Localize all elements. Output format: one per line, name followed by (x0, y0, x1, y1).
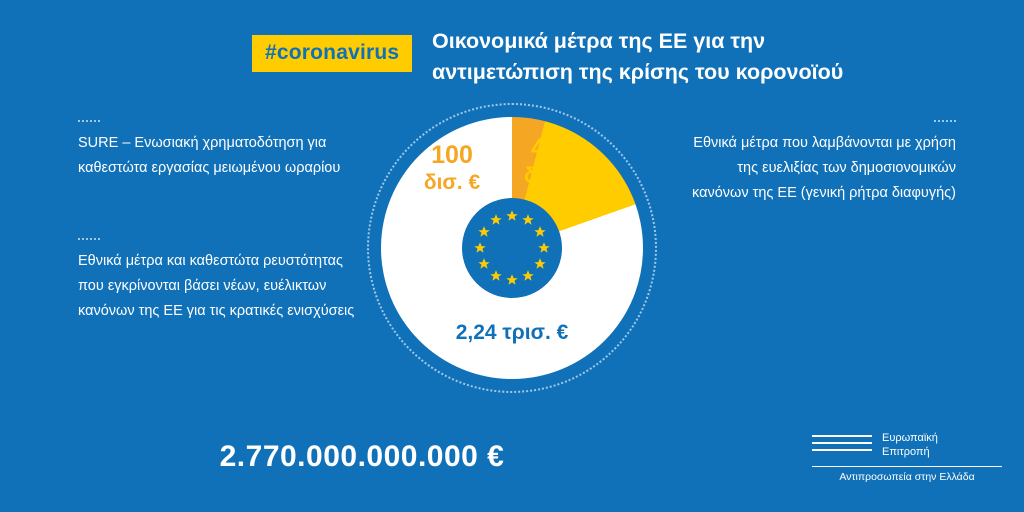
logo-subtitle: Αντιπροσωπεία στην Ελλάδα (812, 466, 1002, 483)
total-amount: 2.770.000.000.000 € (219, 440, 505, 473)
page-title: Οικονομικά μέτρα της ΕΕ για την αντιμετώπιση της κρίσης του κορονοϊού (432, 29, 844, 84)
slice-label-flexibility (510, 133, 594, 188)
donut-center-value: 2,24 τρισ. € (455, 321, 569, 344)
slice-label-sure (412, 140, 492, 195)
callout-fiscal-flexibility (678, 120, 956, 206)
callout-state-aid (78, 238, 360, 324)
slice-value-100: 100 (431, 141, 473, 169)
callout-sure (78, 120, 348, 181)
callout-rule-icon (934, 120, 956, 122)
eu-stars-icon (462, 198, 562, 298)
callout-sure-text: SURE – Ενωσιακή χρηματοδότηση για καθεστώτα εργασίας μειωμένου ωραρίου (78, 135, 341, 176)
callout-fiscal-flexibility-text: Εθνικά μέτρα που λαμβάνονται με χρήση της ευελιξίας των δημοσιονομικών κανόνων της ΕΕ (γενική ρήτρα διαφυγής) (692, 135, 956, 201)
slice-unit-430: δισ. € (523, 164, 581, 187)
logo-lines-icon (812, 435, 872, 456)
callout-rule-icon (78, 120, 100, 122)
callout-state-aid-text: Εθνικά μέτρα και καθεστώτα ρευστότητας που εγκρίνονται βάσει νέων, ευέλικτων κανόνων της ΕΕ για τις κρατικές ενισχύσεις (78, 253, 355, 319)
logo-text (882, 432, 938, 460)
slice-value-430: 430 (531, 134, 573, 162)
donut-hole (462, 198, 562, 298)
slice-unit-100: δισ. € (423, 171, 481, 194)
logo-line2: Επιτροπή (882, 445, 930, 458)
eu-commission-logo (812, 432, 1002, 483)
callout-rule-icon (78, 238, 100, 240)
hashtag-badge: #coronavirus (252, 35, 412, 72)
logo-line1: Ευρωπαϊκή (882, 432, 938, 444)
